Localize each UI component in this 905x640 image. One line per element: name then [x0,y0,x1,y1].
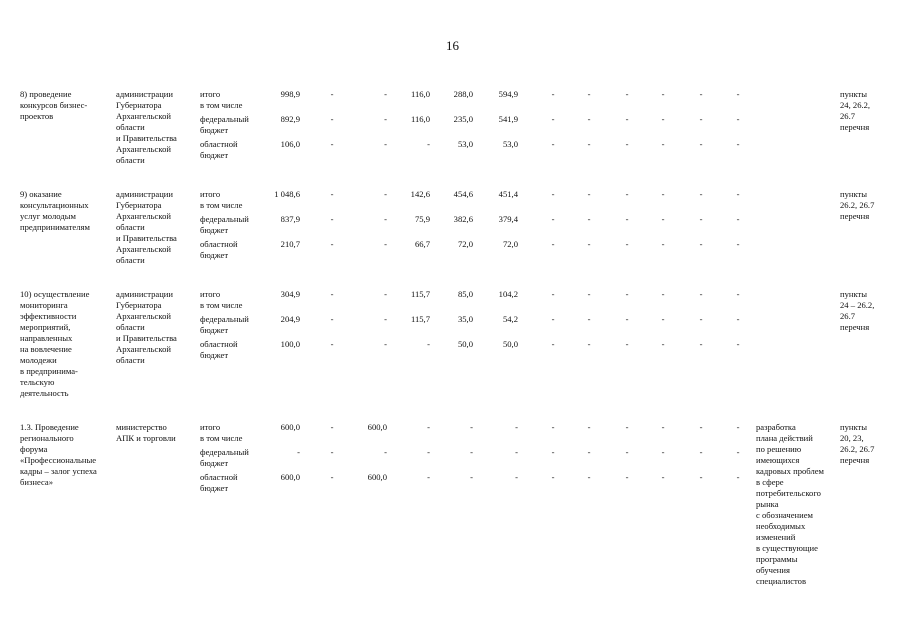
year-value: - [384,214,387,224]
empty-cell: - [625,214,629,224]
year-value: 600,0 [367,422,387,432]
empty-cell: - [699,189,703,199]
funding-source: федеральный бюджет [200,314,249,335]
year-value: - [384,314,387,324]
year-value: - [427,422,430,432]
year-value: 75,9 [414,214,430,224]
executor-name: администрации Губернатора Архангельской области и Правительства Архангельской области [116,189,177,265]
funding-source: итого в том числе [200,189,243,210]
empty-cell: - [625,472,629,482]
year-value: - [470,447,473,457]
year-value: 85,0 [457,289,473,299]
year-value: 115,7 [410,289,430,299]
reference-points: пункты 24, 26.2, 26.7 перечня [840,89,871,132]
year-value: - [427,139,430,149]
empty-cell: - [699,472,703,482]
empty-cell: - [625,339,629,349]
year-value: 454,6 [453,189,473,199]
empty-cell: - [587,422,591,432]
year-value: - [384,289,387,299]
year-value: 66,7 [414,239,430,249]
empty-cell: - [661,314,665,324]
empty-cell: - [625,89,629,99]
year-value: 50,0 [457,339,473,349]
year-value: - [384,114,387,124]
empty-cell: - [551,472,555,482]
empty-cell: - [661,472,665,482]
year-value: 379,4 [498,214,518,224]
empty-cell: - [625,139,629,149]
empty-cell: - [551,214,555,224]
year-value: 50,0 [502,339,518,349]
year-value: - [470,422,473,432]
funding-source: итого в том числе [200,289,243,310]
year-value: - [384,447,387,457]
year-value: - [330,189,334,199]
year-value: 115,7 [410,314,430,324]
empty-cell: - [661,89,665,99]
empty-cell: - [625,239,629,249]
empty-cell: - [699,214,703,224]
empty-cell: - [661,139,665,149]
funding-source: федеральный бюджет [200,214,249,235]
empty-cell: - [551,289,555,299]
empty-cell: - [625,114,629,124]
empty-cell: - [661,114,665,124]
empty-cell: - [625,422,629,432]
empty-cell: - [661,214,665,224]
year-value: 104,2 [498,289,518,299]
empty-cell: - [587,89,591,99]
year-value: - [515,422,518,432]
empty-cell: - [699,314,703,324]
reference-points: пункты 24 – 26.2, 26.7 перечня [840,289,875,332]
event-name: 9) оказание консультационных услуг молодым предпринимателям [20,189,90,232]
empty-cell: - [736,89,740,99]
event-name: 10) осуществление мониторинга эффективности мероприятий, направленных на вовлечение молодежи в предпринима- тельскую деятельность [20,289,90,398]
year-value: - [330,289,334,299]
year-value: 142,6 [410,189,430,199]
year-value: - [384,339,387,349]
year-value: - [427,447,430,457]
empty-cell: - [699,422,703,432]
year-value: 54,2 [502,314,518,324]
year-value: 53,0 [502,139,518,149]
event-name: 8) проведение конкурсов бизнес- проектов [20,89,88,121]
empty-cell: - [551,339,555,349]
year-value: 35,0 [457,314,473,324]
empty-cell: - [587,114,591,124]
funding-source: итого в том числе [200,422,243,443]
empty-cell: - [587,339,591,349]
year-value: - [427,339,430,349]
year-value: - [384,139,387,149]
total-amount: 100,0 [280,339,300,349]
empty-cell: - [699,289,703,299]
empty-cell: - [625,314,629,324]
executor-name: администрации Губернатора Архангельской области и Правительства Архангельской области [116,289,177,365]
total-amount: 600,0 [280,422,300,432]
year-value: - [330,89,334,99]
year-value: - [384,239,387,249]
executor-name: администрации Губернатора Архангельской области и Правительства Архангельской области [116,89,177,165]
year-value: - [330,214,334,224]
funding-source: областной бюджет [200,139,238,160]
year-value: 288,0 [453,89,473,99]
empty-cell: - [587,314,591,324]
year-value: 116,0 [410,89,430,99]
empty-cell: - [587,289,591,299]
empty-cell: - [699,239,703,249]
empty-cell: - [587,472,591,482]
total-amount: 998,9 [280,89,300,99]
year-value: - [427,472,430,482]
year-value: - [330,422,334,432]
empty-cell: - [661,289,665,299]
year-value: - [384,89,387,99]
empty-cell: - [661,422,665,432]
total-amount: 304,9 [280,289,300,299]
funding-source: областной бюджет [200,472,238,493]
empty-cell: - [551,422,555,432]
year-value: 451,4 [498,189,518,199]
total-amount: 210,7 [280,239,300,249]
year-value: - [330,339,334,349]
year-value: 541,9 [498,114,518,124]
total-amount: 204,9 [280,314,300,324]
empty-cell: - [736,422,740,432]
empty-cell: - [736,472,740,482]
empty-cell: - [551,239,555,249]
year-value: 72,0 [502,239,518,249]
year-value: 594,9 [498,89,518,99]
empty-cell: - [736,289,740,299]
empty-cell: - [736,314,740,324]
empty-cell: - [699,447,703,457]
empty-cell: - [625,189,629,199]
funding-source: федеральный бюджет [200,447,249,468]
empty-cell: - [551,89,555,99]
empty-cell: - [736,214,740,224]
empty-cell: - [736,339,740,349]
empty-cell: - [551,447,555,457]
year-value: - [330,314,334,324]
event-name: 1.3. Проведение регионального форума «Профессиональные кадры – залог успеха бизнеса» [20,422,97,487]
reference-points: пункты 26.2, 26.7 перечня [840,189,875,221]
year-value: 235,0 [453,114,473,124]
total-amount: - [297,447,300,457]
year-value: 53,0 [457,139,473,149]
funding-source: областной бюджет [200,339,238,360]
empty-cell: - [661,447,665,457]
empty-cell: - [587,239,591,249]
year-value: - [330,447,334,457]
empty-cell: - [587,189,591,199]
executor-name: министерство АПК и торговли [116,422,176,443]
empty-cell: - [551,314,555,324]
empty-cell: - [736,189,740,199]
page-number: 16 [446,38,459,53]
total-amount: 600,0 [280,472,300,482]
year-value: - [330,239,334,249]
empty-cell: - [661,239,665,249]
year-value: - [384,189,387,199]
year-value: 116,0 [410,114,430,124]
year-value: 600,0 [367,472,387,482]
empty-cell: - [551,139,555,149]
empty-cell: - [587,139,591,149]
reference-points: пункты 20, 23, 26.2, 26.7 перечня [840,422,875,465]
empty-cell: - [661,189,665,199]
empty-cell: - [699,114,703,124]
year-value: - [470,472,473,482]
total-amount: 892,9 [280,114,300,124]
funding-source: областной бюджет [200,239,238,260]
empty-cell: - [699,339,703,349]
total-amount: 1 048,6 [274,189,300,199]
year-value: - [515,472,518,482]
empty-cell: - [587,214,591,224]
year-value: - [330,139,334,149]
year-value: - [515,447,518,457]
empty-cell: - [625,289,629,299]
empty-cell: - [736,114,740,124]
funding-source: итого в том числе [200,89,243,110]
expected-result: разработка плана действий по решению имеющихся кадровых проблем в сфере потребительского рынка с обозначением необходимых изменений в существующие программы обучения специалистов [756,422,824,586]
empty-cell: - [699,89,703,99]
year-value: - [330,114,334,124]
empty-cell: - [587,447,591,457]
empty-cell: - [736,239,740,249]
empty-cell: - [736,139,740,149]
empty-cell: - [551,189,555,199]
empty-cell: - [551,114,555,124]
year-value: 72,0 [457,239,473,249]
year-value: 382,6 [453,214,473,224]
empty-cell: - [699,139,703,149]
total-amount: 106,0 [280,139,300,149]
funding-source: федеральный бюджет [200,114,249,135]
total-amount: 837,9 [280,214,300,224]
empty-cell: - [625,447,629,457]
year-value: - [330,472,334,482]
empty-cell: - [736,447,740,457]
empty-cell: - [661,339,665,349]
